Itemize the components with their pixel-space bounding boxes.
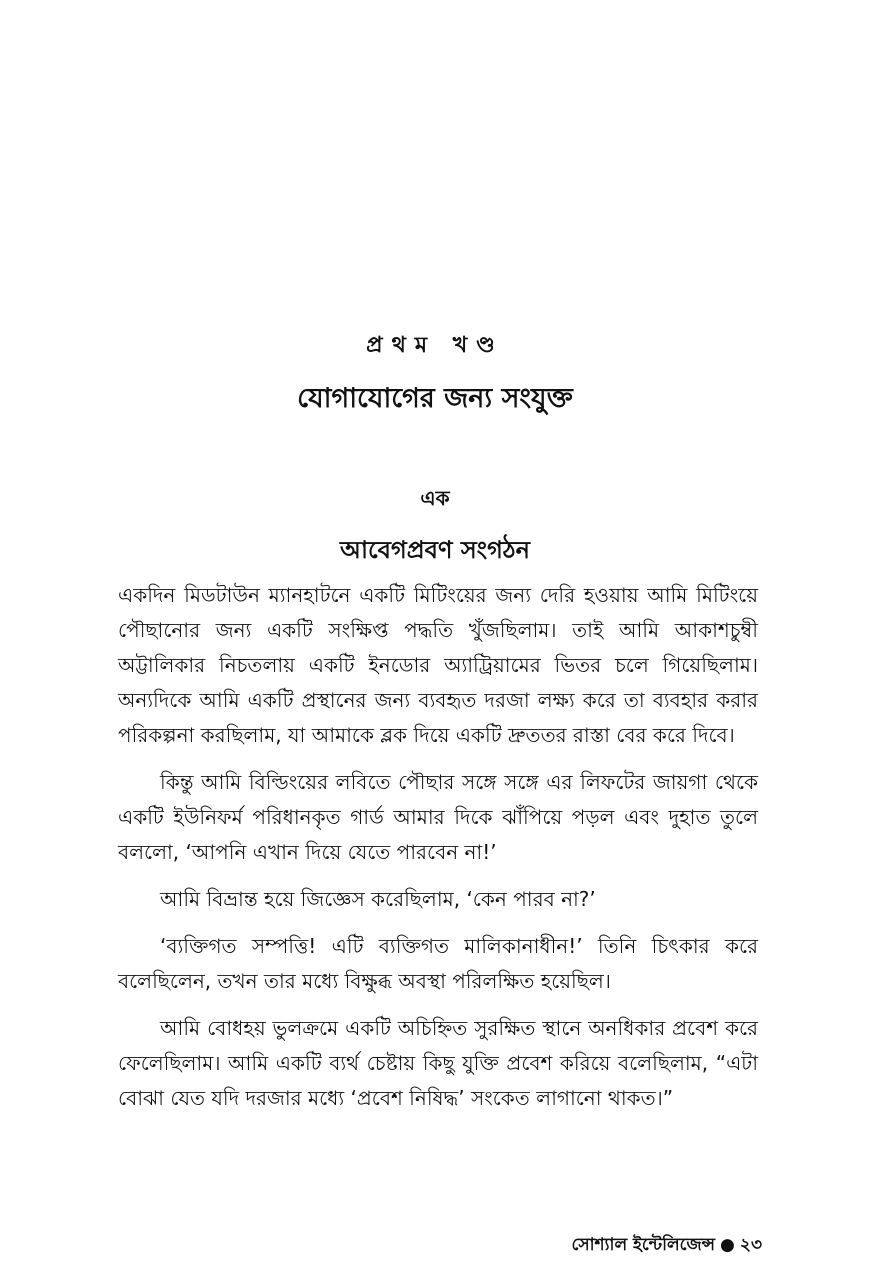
chapter-title: আবেগপ্রবণ সংগঠন	[340, 536, 530, 564]
separator-dot: ●	[720, 1235, 735, 1255]
paragraph-3: আমি বিভ্রান্ত হয়ে জিজ্ঞেস করেছিলাম, ‘কেন পারব না?’	[160, 887, 596, 911]
page-footer	[571, 1232, 762, 1260]
body-text	[118, 578, 758, 1128]
paragraph-2: কিন্তু আমি বিল্ডিংয়ের লবিতে পৌছার সঙ্গে সঙ্গে এর লিফটের জায়গা থেকে একটি ইউনিফর্ম পরিধানকৃত গার্ড আমার দিকে ঝাঁপিয়ে পড়ল এবং দুহাত তুলে বললো, ‘আপনি এখান দিয়ে যেতে পারবেন না!’	[118, 770, 758, 864]
running-title: সোশ্যাল ইন্টেলিজেন্স	[571, 1235, 716, 1255]
paragraph-1: একদিন মিডটাউন ম্যানহাটনে একটি মিটিংয়ের জন্য দেরি হওয়ায় আমি মিটিংয়ে পৌছানোর জন্য একটি সংক্ষিপ্ত পদ্ধতি খুঁজছিলাম। তাই আমি আকাশচুম্বী অট্টালিকার নিচতলায় একটি ইনডোর অ্যাট্রিয়ামের ভিতর চলে গিয়েছিলাম। অন্যদিকে আমি একটি প্রস্থানের জন্য ব্যবহৃত দরজা লক্ষ্য করে তা ব্যবহার করার পরিকল্পনা করছিলাম, যা আমাকে ব্লক দিয়ে একটি দ্রুততর রাস্তা বের করে দিবে।	[118, 583, 758, 747]
paragraph-4: ‘ব্যক্তিগত সম্পত্তি! এটি ব্যক্তিগত মালিকানাধীন!’ তিনি চিৎকার করে বলেছিলেন, তখন তার মধ্যে বিক্ষুব্ধ অবস্থা পরিলক্ষিত হয়েছিল।	[118, 934, 758, 993]
section-title: যোগাযোগের জন্য সংযুক্ত	[297, 383, 573, 414]
chapter-number: এক	[420, 486, 450, 510]
paragraph-5: আমি বোধহয় ভুলক্রমে একটি অচিহ্নিত সুরক্ষিত স্থানে অনধিকার প্রবেশ করে ফেলেছিলাম। আমি একটি ব্যর্থ চেষ্টায় কিছু যুক্তি প্রবেশ করিয়ে বলেছিলাম, “এটা বোঝা যেত যদি দরজার মধ্যে ‘প্রবেশ নিষিদ্ধ’ সংকেত লাগানো থাকত।”	[118, 1016, 758, 1110]
part-title: প্রথম খণ্ড	[366, 333, 504, 358]
page-number: ২৩	[739, 1235, 762, 1255]
